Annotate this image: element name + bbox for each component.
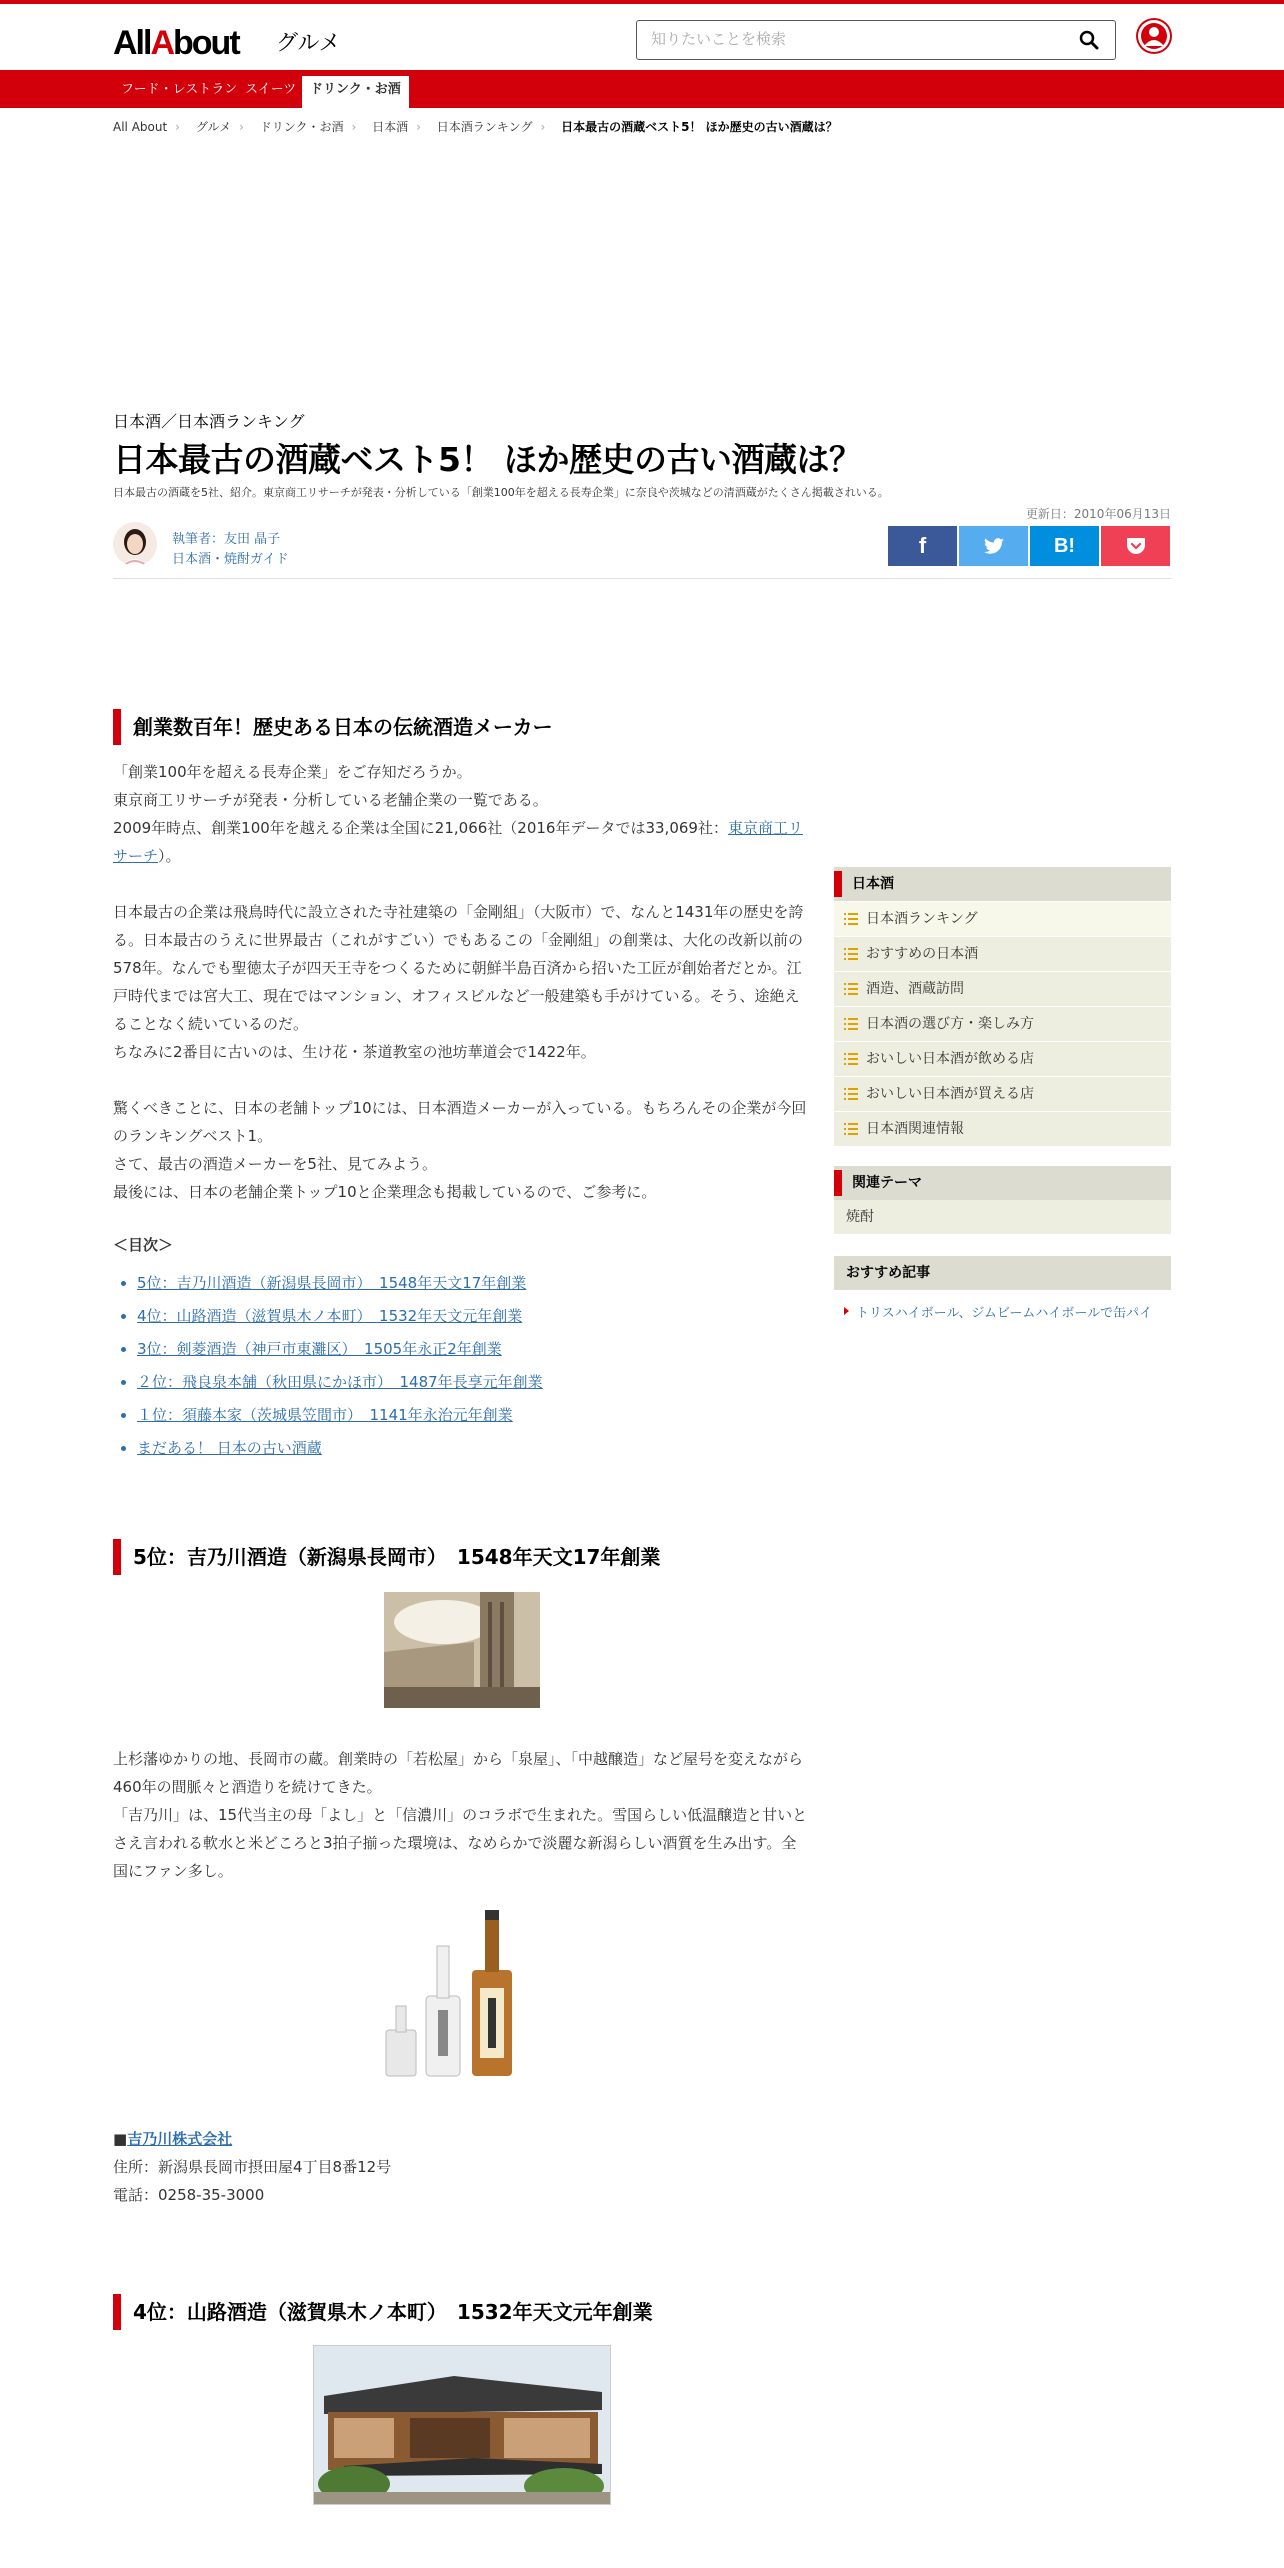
brewery-photo xyxy=(384,1592,540,1708)
toc-item[interactable]: • 4位：山路酒造（滋賀県木ノ本町） 1532年天文元年創業 xyxy=(137,1305,543,1338)
section-heading: 創業数百年！歴史ある日本の伝統酒造メーカー xyxy=(113,709,553,745)
category-nav xyxy=(0,70,1284,108)
rank5-paragraph: 上杉藩ゆかりの地、長岡市の蔵。創業時の「若松屋」から「泉屋」、「中越醸造」など屋号を変えながら460年の間脈々と酒造りを続けてきた。 「吉乃川」は、15代当主の母「よし」と「信濃川」のコラボで生まれた。雪国らしい低温醸造と甘いとさえ言われる軟水と米どころと3拍子揃った環境は、なめらかで淡麗な新潟らしい酒質を生み出す。全国にファン多し。 xyxy=(113,1750,808,1880)
intro-paragraph-1: 「創業100年を超える長寿企業」をご存知だろうか。 東京商工リサーチが発表・分析している老舗企業の一覧である。 2009年時点、創業100年を越える企業は全国に21,066社（2016年データでは33,069社：東京商工リサーチ）。 xyxy=(113,763,803,865)
sidebar-heading-related: 関連テーマ xyxy=(834,1166,1171,1200)
breadcrumb-item[interactable]: ドリンク・お酒 xyxy=(259,120,344,134)
company-link[interactable]: 吉乃川株式会社 xyxy=(127,2130,233,2148)
sidebar-item-shochu[interactable]: 焼酎 xyxy=(834,1200,1171,1234)
search-input[interactable] xyxy=(651,21,1051,57)
toc-item[interactable]: • まだある！ 日本の古い酒蔵 xyxy=(137,1437,543,1470)
author-guide[interactable]: 日本酒・焼酎ガイド xyxy=(172,552,289,567)
article-category[interactable]: 日本酒／日本酒ランキング xyxy=(113,412,305,431)
site-header xyxy=(0,4,1284,68)
nav-food-restaurant[interactable]: フード・レストラン xyxy=(121,82,238,97)
author-avatar[interactable] xyxy=(113,522,157,566)
article-lead: 日本最古の酒蔵を5社、紹介。東京商工リサーチが発表・分析している「創業100年を超える長寿企業」に奈良や茨城などの清酒蔵がたくさん掲載されいる。 xyxy=(113,486,889,499)
section-heading-rank5: 5位：吉乃川酒造（新潟県長岡市） 1548年天文17年創業 xyxy=(113,1539,660,1575)
toc-title: ＜目次＞ xyxy=(113,1236,174,1254)
sake-bottles-photo xyxy=(380,1910,544,2080)
table-of-contents xyxy=(137,1272,543,1470)
sidebar-item-sake-ranking[interactable]: 日本酒ランキング xyxy=(834,901,1171,936)
nav-drink-sake[interactable]: ドリンク・お酒 xyxy=(302,76,409,108)
breadcrumb-item[interactable]: All About xyxy=(113,120,168,134)
sidebar-item-recommended-sake[interactable]: おすすめの日本酒 xyxy=(834,936,1171,971)
user-icon[interactable] xyxy=(1136,18,1172,54)
breadcrumb-item[interactable]: グルメ xyxy=(195,120,232,134)
breadcrumb-current: 日本最古の酒蔵ベスト5！ ほか歴史の古い酒蔵は？ xyxy=(561,120,838,134)
company-info: ■吉乃川株式会社 住所：新潟県長岡市摂田屋4丁目8番12号 電話：0258-35-3000 xyxy=(113,2130,392,2204)
yamaji-brewery-photo xyxy=(313,2345,611,2505)
list-icon xyxy=(844,983,858,995)
pocket-button[interactable] xyxy=(1101,526,1170,566)
article-title: 日本最古の酒蔵ベスト5！ ほか歴史の古い酒蔵は？ xyxy=(113,440,862,479)
tsr-link[interactable]: 東京商工リサーチ xyxy=(113,819,803,865)
facebook-share-button[interactable] xyxy=(888,526,957,566)
sidebar-related-themes xyxy=(834,1166,1171,1234)
hatena-bookmark-button[interactable] xyxy=(1030,526,1099,566)
updated-date: 更新日：2010年06月13日 xyxy=(1025,507,1171,521)
sidebar-item-brewery-visit[interactable]: 酒造、酒蔵訪問 xyxy=(834,971,1171,1006)
sidebar-item-shops[interactable]: おいしい日本酒が買える店 xyxy=(834,1076,1171,1111)
facebook-icon: f xyxy=(918,533,927,558)
toc-item[interactable]: • 3位：剣菱酒造（神戸市東灘区） 1505年永正2年創業 xyxy=(137,1338,543,1371)
hatena-icon: B! xyxy=(1053,534,1076,557)
sidebar-heading-recommended: おすすめ記事 xyxy=(834,1256,1171,1290)
breadcrumb: All About › グルメ › ドリンク・お酒 › 日本酒 › 日本酒ランキング › 日本最古の酒蔵ベスト5！ ほか歴史の古い酒蔵は？ xyxy=(113,120,838,134)
breadcrumb-item[interactable]: 日本酒ランキング xyxy=(436,120,533,134)
author-name[interactable]: 執筆者：友田 晶子 xyxy=(172,532,281,547)
intro-paragraph-2: 日本最古の企業は飛鳥時代に設立された寺社建築の「金剛組」（大阪市）で、なんと1431年の歴史を誇る。日本最古のうえに世界最古（これがすごい）でもあるこの「金剛組」の創業は、大化の改新以前の578年。なんでも聖徳太子が四天王寺をつくるために朝鮮半島百済から招いた工匠が創始者だとか。江戸時代までは宮大工、現在ではマンション、オフィスビルなど一般建築も手がけている。そう、途絶えることなく続いているのだ。 ちなみに2番目に古いのは、生け花・茶道教室の池坊華道会で1422年。 xyxy=(113,903,804,1061)
list-icon xyxy=(844,1088,858,1100)
toc-item[interactable]: • 5位：吉乃川酒造（新潟県長岡市） 1548年天文17年創業 xyxy=(137,1272,543,1305)
twitter-share-button[interactable] xyxy=(959,526,1028,566)
sidebar-heading-sake[interactable]: 日本酒 xyxy=(834,867,1171,901)
sidebar-recommended-link[interactable]: トリスハイボール、ジムビームハイボールで缶パイ xyxy=(834,1290,1171,1321)
search-icon[interactable] xyxy=(1079,30,1099,50)
list-icon xyxy=(844,1018,858,1030)
channel-name[interactable]: グルメ xyxy=(276,31,341,56)
header-divider xyxy=(113,578,1171,579)
sidebar-item-how-to-choose[interactable]: 日本酒の選び方・楽しみ方 xyxy=(834,1006,1171,1041)
allabout-logo[interactable]: AllAbout xyxy=(113,24,239,62)
nav-sweets[interactable]: スイーツ xyxy=(245,82,297,97)
search-box[interactable] xyxy=(636,20,1116,60)
toc-item[interactable]: • １位：須藤本家（茨城県笠間市） 1141年永治元年創業 xyxy=(137,1404,543,1437)
sidebar-item-drinking-spots[interactable]: おいしい日本酒が飲める店 xyxy=(834,1041,1171,1076)
breadcrumb-item[interactable]: 日本酒 xyxy=(372,120,409,134)
intro-paragraph-3: 驚くべきことに、日本の老舗トップ10には、日本酒造メーカーが入っている。もちろんその企業が今回のランキングベスト1。 さて、最古の酒造メーカーを5社、見てみよう。 最後には、日本の老舗企業トップ10と企業理念も掲載しているので、ご参考に。 xyxy=(113,1099,807,1201)
list-icon xyxy=(844,1123,858,1135)
list-icon xyxy=(844,913,858,925)
sidebar-item-related-info[interactable]: 日本酒関連情報 xyxy=(834,1111,1171,1146)
sidebar-sake-menu xyxy=(834,867,1171,1146)
list-icon xyxy=(844,1053,858,1065)
list-icon xyxy=(844,948,858,960)
section-heading-rank4: 4位：山路酒造（滋賀県木ノ本町） 1532年天文元年創業 xyxy=(113,2294,653,2330)
pocket-icon xyxy=(1126,537,1146,555)
sidebar-recommended xyxy=(834,1256,1171,1321)
toc-item[interactable]: • ２位：飛良泉本舗（秋田県にかほ市） 1487年長享元年創業 xyxy=(137,1371,543,1404)
twitter-icon xyxy=(984,538,1004,554)
